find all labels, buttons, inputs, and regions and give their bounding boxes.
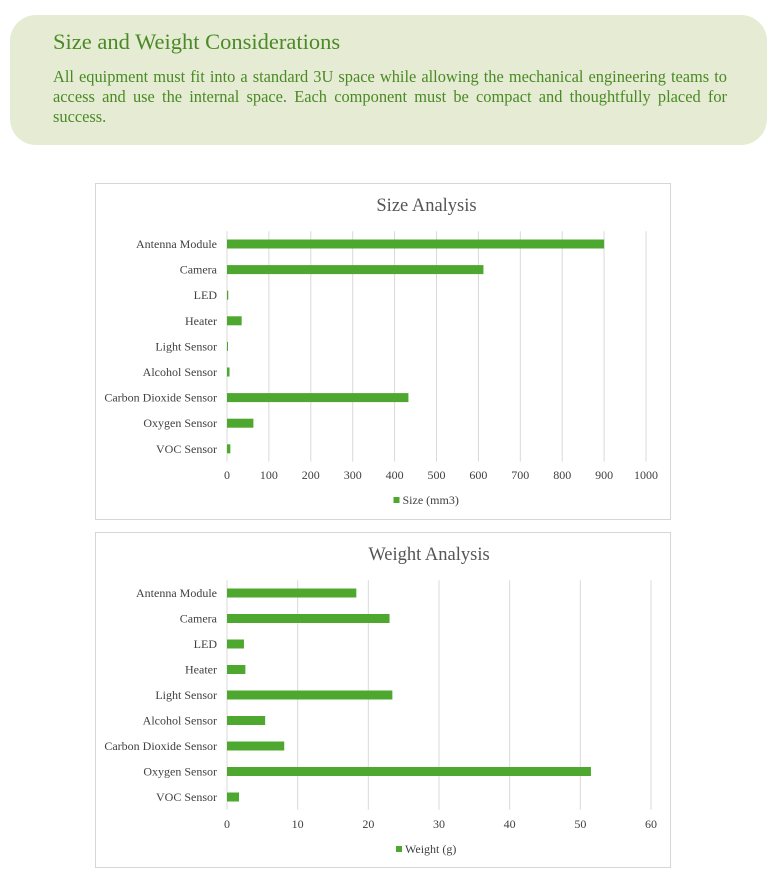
- x-tick-label: 50: [574, 817, 587, 831]
- weight-chart-svg: [96, 533, 672, 869]
- bar-heater: [227, 316, 242, 325]
- category-label: Alcohol Sensor: [142, 365, 217, 379]
- bar-alcohol-sensor: [227, 716, 265, 725]
- x-tick-label: 600: [469, 468, 488, 482]
- x-tick-label: 10: [291, 817, 304, 831]
- x-tick-label: 300: [343, 468, 362, 482]
- x-tick-label: 30: [433, 817, 445, 831]
- intro-banner: [10, 15, 767, 145]
- category-label: VOC Sensor: [155, 441, 217, 456]
- x-tick-label: 800: [553, 468, 572, 482]
- x-tick-label: 900: [595, 468, 614, 482]
- bar-heater: [227, 665, 245, 674]
- bar-alcohol-sensor: [227, 368, 230, 377]
- bar-led: [227, 640, 244, 649]
- category-label: Heater: [185, 662, 217, 677]
- size-chart-svg: [96, 184, 672, 521]
- category-label: Oxygen Sensor: [143, 416, 217, 431]
- category-label: Carbon Dioxide Sensor: [104, 390, 217, 405]
- bar-carbon-dioxide-sensor: [227, 742, 284, 751]
- x-tick-label: 700: [511, 468, 530, 482]
- category-label: Light Sensor: [155, 339, 217, 354]
- category-label: Light Sensor: [155, 688, 217, 702]
- bar-camera: [227, 614, 390, 623]
- category-label: Camera: [179, 262, 217, 277]
- bar-oxygen-sensor: [227, 419, 253, 428]
- category-label: Oxygen Sensor: [143, 764, 217, 779]
- bar-light-sensor: [227, 691, 392, 700]
- category-label: Camera: [179, 611, 217, 626]
- x-tick-label: 20: [362, 817, 375, 831]
- bar-led: [227, 291, 228, 300]
- x-tick-label: 100: [259, 468, 278, 482]
- x-tick-label: 400: [385, 468, 404, 482]
- bar-antenna-module: [227, 240, 604, 249]
- x-tick-label: 0: [224, 468, 230, 482]
- category-label: Heater: [185, 313, 217, 328]
- x-tick-label: 500: [427, 468, 446, 482]
- category-label: Antenna Module: [136, 237, 217, 251]
- section-description: All equipment must fit into a standard 3U space while allowing the mechanical engineering teams to access and use the internal space. Each component must be compact and thoughtfully placed for success.: [53, 67, 727, 126]
- category-label: LED: [193, 637, 217, 651]
- x-tick-label: 200: [301, 468, 320, 482]
- bar-light-sensor: [227, 342, 228, 351]
- section-title: Size and Weight Considerations: [53, 29, 341, 54]
- legend-label: Weight (g): [405, 842, 457, 856]
- chart-title: Weight Analysis: [368, 545, 490, 565]
- category-label: Carbon Dioxide Sensor: [104, 739, 217, 753]
- bar-antenna-module: [227, 589, 356, 598]
- legend-label: Size (mm3): [402, 493, 459, 507]
- x-tick-label: 1000: [634, 468, 658, 482]
- category-label: VOC Sensor: [155, 790, 217, 804]
- bar-voc-sensor: [227, 793, 239, 802]
- chart-title: Size Analysis: [376, 196, 477, 216]
- size-analysis-chart: [95, 183, 671, 520]
- legend-swatch: [396, 846, 402, 852]
- x-tick-label: 0: [224, 817, 230, 831]
- x-tick-label: 60: [645, 817, 657, 831]
- category-label: Alcohol Sensor: [142, 713, 217, 728]
- x-tick-label: 40: [503, 817, 516, 831]
- category-label: Antenna Module: [136, 586, 217, 600]
- legend-swatch: [394, 497, 400, 503]
- bar-oxygen-sensor: [227, 767, 591, 776]
- bar-voc-sensor: [227, 444, 230, 453]
- category-label: LED: [193, 288, 217, 303]
- weight-analysis-chart: [95, 532, 671, 868]
- bar-carbon-dioxide-sensor: [227, 393, 408, 402]
- bar-camera: [227, 265, 483, 274]
